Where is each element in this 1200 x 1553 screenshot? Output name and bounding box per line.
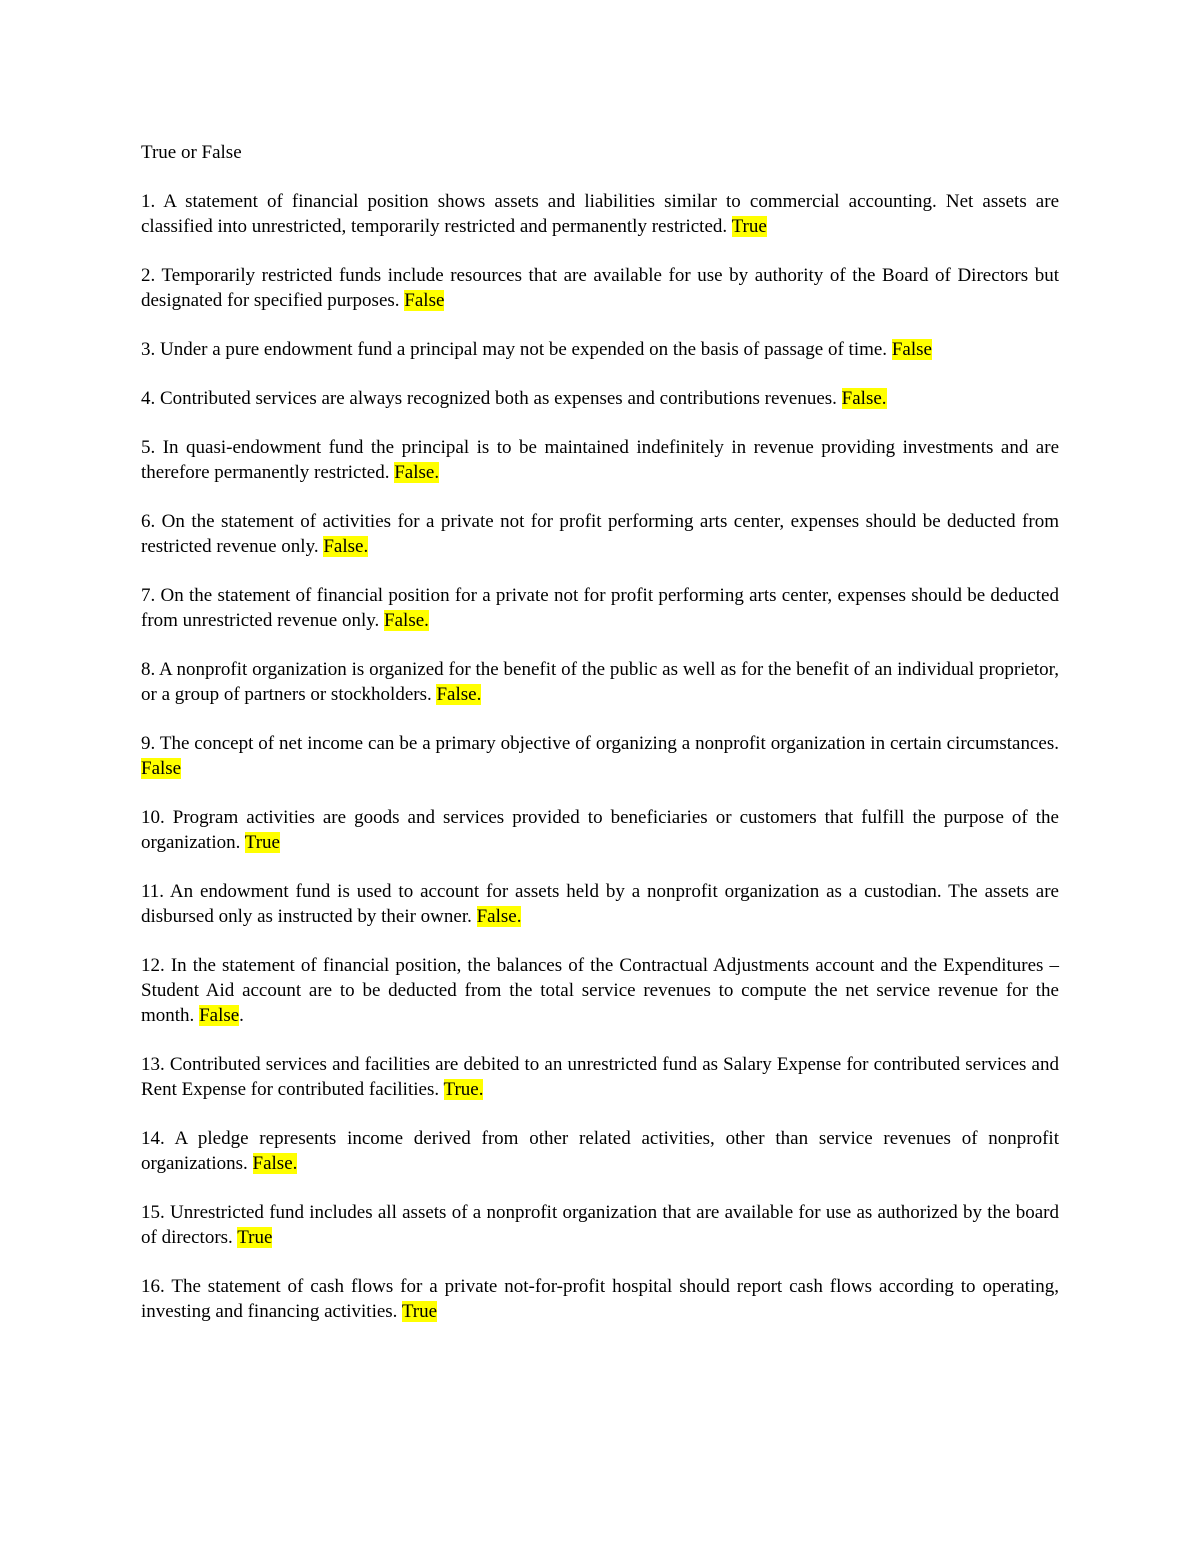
document-title: True or False bbox=[141, 142, 242, 163]
answer-highlight: True. bbox=[443, 1079, 484, 1100]
answer-highlight: False bbox=[891, 339, 932, 360]
question-text: 4. Contributed services are always recognized both as expenses and contributions revenues. bbox=[141, 388, 842, 409]
answer-highlight: False. bbox=[841, 388, 887, 409]
question-text: 2. Temporarily restricted funds include resources that are available for use by authority of the Board of Directors but designated for specified purposes. bbox=[141, 265, 1059, 311]
answer-highlight: True bbox=[244, 832, 280, 853]
question-11 bbox=[141, 879, 1059, 929]
question-6 bbox=[141, 509, 1059, 559]
question-text: 1. A statement of financial position shows assets and liabilities similar to commercial accounting. Net assets are classified into unrestricted, temporarily restricted and permanently restricted. bbox=[141, 191, 1059, 237]
question-1 bbox=[141, 189, 1059, 239]
question-7 bbox=[141, 583, 1059, 633]
question-10 bbox=[141, 805, 1059, 855]
question-text: 6. On the statement of activities for a private not for profit performing arts center, expenses should be deducted from restricted revenue only. bbox=[141, 511, 1059, 557]
question-text: 8. A nonprofit organization is organized for the benefit of the public as well as for the benefit of an individual proprietor, or a group of partners or stockholders. bbox=[141, 659, 1059, 705]
question-text: 3. Under a pure endowment fund a principal may not be expended on the basis of passage of time. bbox=[141, 339, 892, 360]
question-8 bbox=[141, 657, 1059, 707]
question-2 bbox=[141, 263, 1059, 313]
question-4 bbox=[141, 386, 1059, 411]
question-text: 15. Unrestricted fund includes all assets of a nonprofit organization that are available for use as authorized by the board of directors. bbox=[141, 1202, 1059, 1248]
question-text: 7. On the statement of financial position for a private not for profit performing arts center, expenses should be deducted from unrestricted revenue only. bbox=[141, 585, 1059, 631]
question-text: 9. The concept of net income can be a primary objective of organizing a nonprofit organization in certain circumstances. bbox=[141, 733, 1059, 754]
answer-highlight: False. bbox=[252, 1153, 298, 1174]
answer-highlight: False. bbox=[384, 610, 429, 631]
answer-highlight: False. bbox=[476, 906, 522, 927]
question-text: 10. Program activities are goods and services provided to beneficiaries or customers that fulfill the purpose of the organization. bbox=[141, 807, 1059, 853]
question-16 bbox=[141, 1274, 1059, 1324]
answer-highlight: True bbox=[401, 1301, 438, 1322]
answer-highlight: False. bbox=[323, 536, 369, 557]
answer-highlight: False bbox=[141, 758, 182, 779]
question-9 bbox=[141, 731, 1059, 781]
question-3 bbox=[141, 337, 1059, 362]
question-15 bbox=[141, 1200, 1059, 1250]
question-text: 14. A pledge represents income derived from other related activities, other than service revenues of nonprofit organizations. bbox=[141, 1128, 1059, 1174]
question-12 bbox=[141, 953, 1059, 1028]
document-page bbox=[141, 140, 1059, 1348]
answer-highlight: True bbox=[731, 216, 767, 237]
answer-highlight: False bbox=[404, 290, 445, 311]
question-text: 12. In the statement of financial position, the balances of the Contractual Adjustments account and the Expenditures – Student Aid account are to be deducted from the total service revenues to compute the net service revenue for the month. bbox=[141, 955, 1059, 1026]
question-text: 16. The statement of cash flows for a private not-for-profit hospital should report cash flows according to operating, investing and financing activities. bbox=[141, 1276, 1059, 1322]
question-text: 11. An endowment fund is used to account for assets held by a nonprofit organization as a custodian. The assets are disbursed only as instructed by their owner. bbox=[141, 881, 1059, 927]
answer-highlight: False. bbox=[394, 462, 440, 483]
answer-highlight: False bbox=[199, 1005, 240, 1026]
answer-suffix: . bbox=[239, 1005, 244, 1026]
question-text: 13. Contributed services and facilities are debited to an unrestricted fund as Salary Expense for contributed services and Rent Expense for contributed facilities. bbox=[141, 1054, 1059, 1100]
question-13 bbox=[141, 1052, 1059, 1102]
question-text: 5. In quasi-endowment fund the principal is to be maintained indefinitely in revenue providing investments and are therefore permanently restricted. bbox=[141, 437, 1059, 483]
question-5 bbox=[141, 435, 1059, 485]
answer-highlight: False. bbox=[436, 684, 482, 705]
answer-highlight: True bbox=[237, 1227, 273, 1248]
question-14 bbox=[141, 1126, 1059, 1176]
